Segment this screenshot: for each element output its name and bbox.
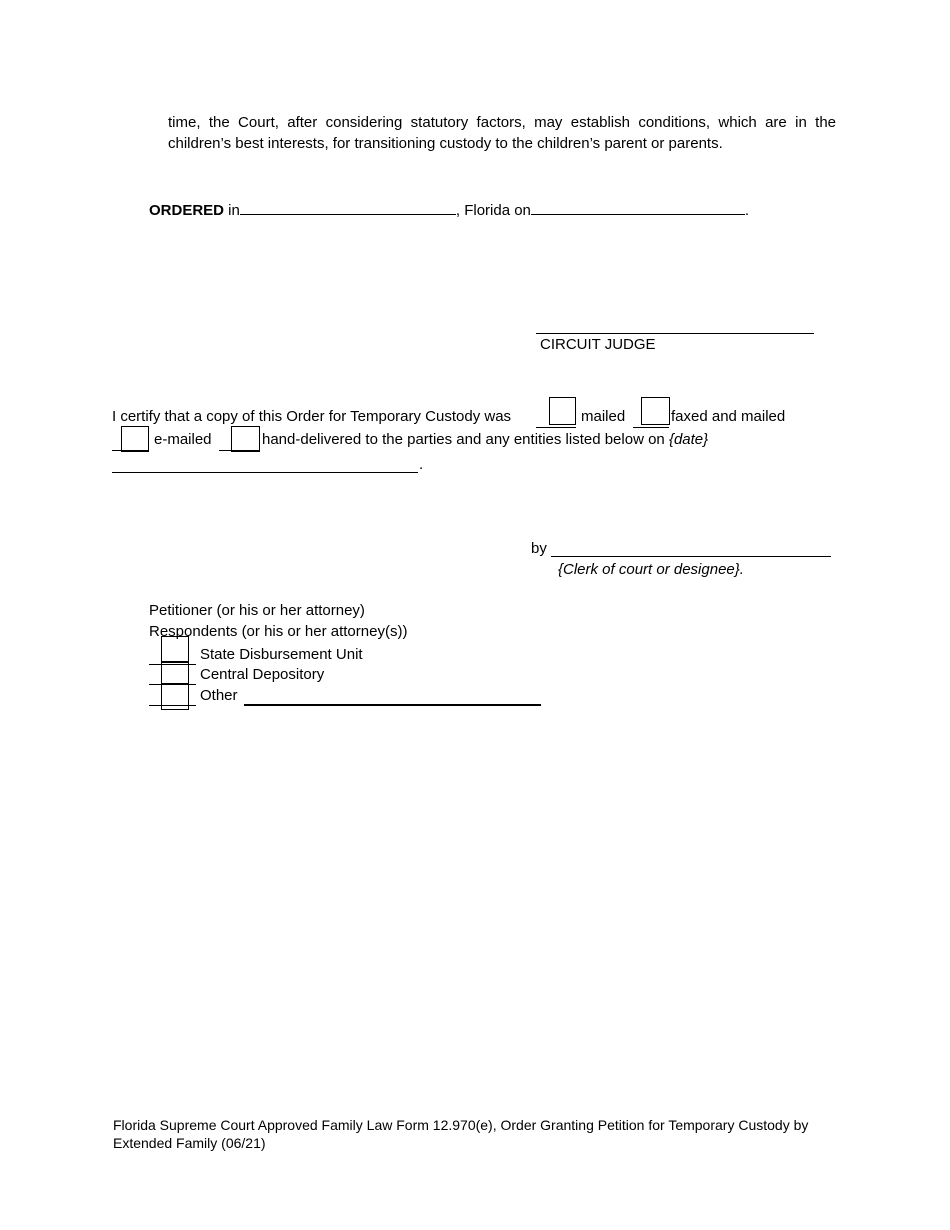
emailed-label: e-mailed xyxy=(154,431,212,448)
ordered-label: ORDERED xyxy=(149,202,225,219)
other-label: Other xyxy=(200,687,238,704)
footer-line-1: Florida Supreme Court Approved Family Law Form 12.970(e), Order Granting Petition for Temporary Custody by xyxy=(113,1117,809,1133)
mailed-checkbox[interactable] xyxy=(549,397,576,425)
florida-on-text: , Florida on xyxy=(455,202,531,219)
judge-title: CIRCUIT JUDGE xyxy=(540,336,656,353)
hand-delivered-line xyxy=(262,431,708,448)
faxed-blank xyxy=(633,427,669,428)
faxed-label: faxed and mailed xyxy=(671,408,786,425)
footer-line-2: Extended Family (06/21) xyxy=(113,1135,266,1151)
state-unit-label: State Disbursement Unit xyxy=(200,646,363,663)
certify-text: I certify that a copy of this Order for Temporary Custody was xyxy=(112,408,512,425)
emailed-checkbox[interactable] xyxy=(121,426,149,452)
ordered-in-text: in xyxy=(224,202,240,219)
city-blank[interactable] xyxy=(240,200,456,215)
mailed-label: mailed xyxy=(581,408,626,425)
central-label: Central Depository xyxy=(200,666,325,683)
petitioner-label: Petitioner (or his or her attorney) xyxy=(149,602,365,619)
ordered-period: . xyxy=(744,202,750,219)
date-placeholder: {date} xyxy=(668,431,709,448)
respondents-label: Respondents (or his or her attorney(s)) xyxy=(149,623,408,640)
certificate-period: . xyxy=(419,456,424,473)
certificate-date-line[interactable] xyxy=(112,472,418,473)
ordered-line xyxy=(149,200,749,219)
central-checkbox[interactable] xyxy=(161,661,189,684)
judge-signature-line[interactable] xyxy=(536,333,814,334)
clerk-italic: {Clerk of court or designee}. xyxy=(558,561,744,578)
faxed-checkbox[interactable] xyxy=(641,397,670,425)
hand-delivered-checkbox[interactable] xyxy=(231,426,260,452)
date-blank[interactable] xyxy=(531,200,745,215)
state-unit-checkbox[interactable] xyxy=(161,636,189,663)
by-label: by xyxy=(531,540,547,557)
clerk-signature-line[interactable] xyxy=(551,556,831,557)
clerk-label xyxy=(558,561,744,578)
mailed-blank xyxy=(536,427,576,428)
other-checkbox[interactable] xyxy=(161,684,189,710)
paragraph-continuation: time, the Court, after considering statutory factors, may establish conditions, which are in the children’s best interests, for transitioning custody to the children’s parent or parents. xyxy=(168,114,836,152)
other-specify-line[interactable] xyxy=(244,704,541,706)
hand-delivered-label: hand-delivered to the parties and any entities listed below on xyxy=(262,431,665,448)
